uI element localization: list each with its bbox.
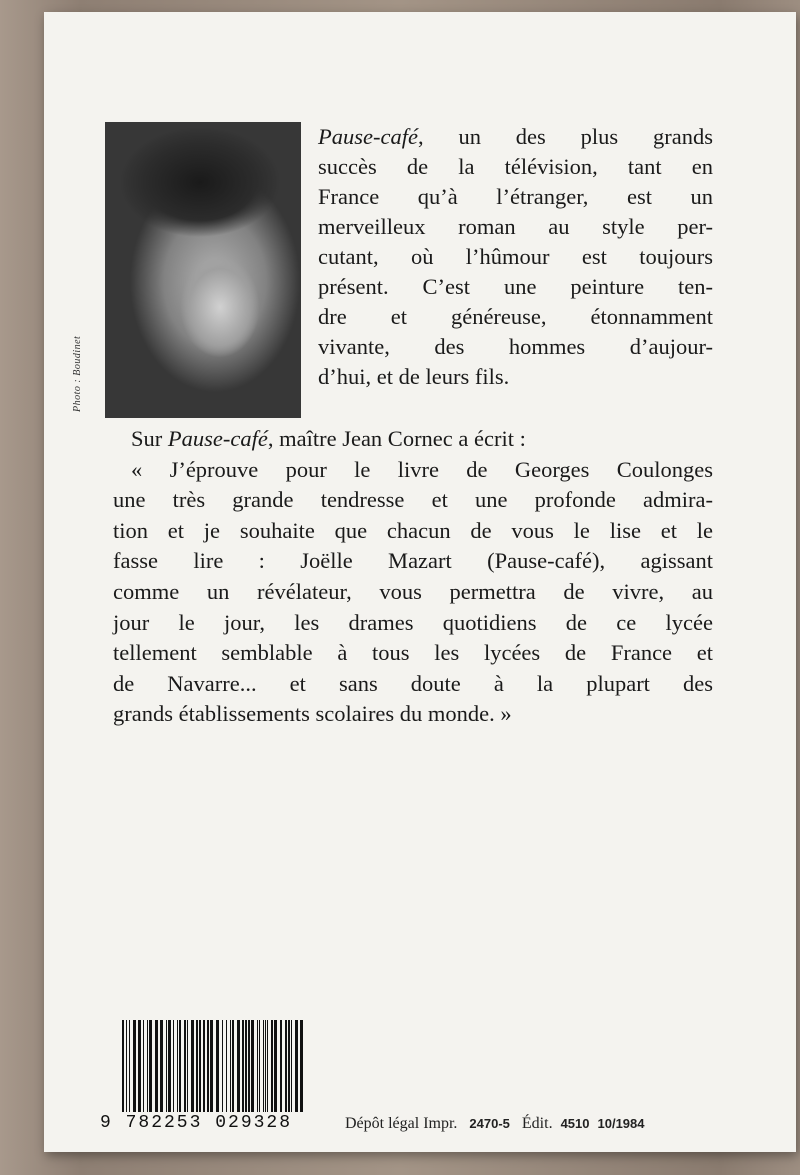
blurb-line: d’hui, et de leurs fils. — [318, 364, 510, 389]
quote-paragraph — [113, 424, 713, 730]
barcode-bar — [248, 1020, 250, 1112]
blurb-line: présent. C’est une peinture ten- — [318, 274, 713, 299]
barcode-bar — [199, 1020, 201, 1112]
barcode-bar — [280, 1020, 282, 1112]
legal-edit-label: Édit. — [521, 1115, 553, 1132]
barcode-bar — [177, 1020, 178, 1112]
quote-line: fasse lire : Joëlle Mazart (Pause-café), agissant — [113, 548, 713, 574]
legal-edit-number: 4510 — [560, 1116, 590, 1131]
barcode-bar — [230, 1020, 231, 1112]
quote-intro-title: Pause-café — [167, 426, 268, 451]
quote-intro-prefix: Sur — [131, 426, 168, 451]
barcode-bar — [149, 1020, 152, 1112]
photo-credit: Photo : Boudinet — [72, 335, 83, 412]
barcode-bar — [191, 1020, 194, 1112]
barcode-bar — [147, 1020, 148, 1112]
isbn-digits: 9 782253 029328 — [100, 1113, 293, 1133]
barcode-bar — [160, 1020, 163, 1112]
barcode-bar — [184, 1020, 186, 1112]
blurb-title: Pause-café — [318, 124, 418, 149]
barcode-bars — [116, 1020, 308, 1112]
barcode-bar — [237, 1020, 240, 1112]
quote-line: « J’éprouve pour le livre de Georges Coulonges — [131, 456, 713, 482]
blurb-line: cutant, où l’hûmour est toujours — [318, 244, 713, 269]
barcode-bar — [222, 1020, 223, 1112]
barcode-bar — [133, 1020, 136, 1112]
barcode-bar — [232, 1020, 234, 1112]
barcode-bar — [143, 1020, 144, 1112]
blurb-line: dre et généreuse, étonnamment — [318, 304, 713, 329]
barcode-bar — [251, 1020, 254, 1112]
barcode-bar — [126, 1020, 127, 1112]
barcode-bar — [288, 1020, 290, 1112]
barcode-bar — [263, 1020, 264, 1112]
barcode-bar — [168, 1020, 171, 1112]
quote-intro-suffix: , maître Jean Cornec a écrit : — [267, 426, 526, 451]
barcode-bar — [173, 1020, 174, 1112]
quote-line: grands établissements scolaires du monde. » — [113, 701, 512, 727]
legal-date: 10/1984 — [597, 1116, 645, 1131]
blurb-first-rest: , un des plus grands — [417, 124, 713, 149]
barcode-bar — [203, 1020, 205, 1112]
barcode-bar — [257, 1020, 258, 1112]
barcode-bar — [271, 1020, 273, 1112]
barcode-bar — [226, 1020, 227, 1112]
author-photo — [105, 122, 301, 418]
barcode-bar — [291, 1020, 292, 1112]
barcode-bar — [300, 1020, 303, 1112]
blurb-line: France qu’à l’étranger, est un — [318, 184, 713, 209]
blurb-line: merveilleux roman au style per- — [318, 214, 713, 239]
barcode-bar — [207, 1020, 209, 1112]
blurb-line — [318, 122, 713, 152]
barcode-bar — [265, 1020, 266, 1112]
legal-deposit — [345, 1115, 645, 1133]
barcode-bar — [210, 1020, 213, 1112]
blurb-paragraph — [318, 122, 713, 392]
barcode-bar — [295, 1020, 298, 1112]
quote-line: tellement semblable à tous les lycées de France et — [113, 640, 713, 666]
barcode-bar — [129, 1020, 130, 1112]
quote-line: de Navarre... et sans doute à la plupart des — [113, 670, 713, 696]
quote-line: une très grande tendresse et une profonde admira- — [113, 487, 713, 513]
legal-label: Dépôt légal Impr. — [345, 1115, 458, 1132]
barcode-bar — [155, 1020, 158, 1112]
barcode-bar — [122, 1020, 124, 1112]
barcode-bar — [196, 1020, 198, 1112]
quote-line: jour le jour, les drames quotidiens de ce lycée — [113, 609, 713, 635]
barcode-bar — [216, 1020, 219, 1112]
barcode-bar — [245, 1020, 247, 1112]
barcode-bar — [259, 1020, 260, 1112]
barcode-bar — [242, 1020, 244, 1112]
quote-line: comme un révélateur, vous permettra de vivre, au — [113, 578, 713, 604]
barcode-bar — [166, 1020, 167, 1112]
barcode-bar — [187, 1020, 188, 1112]
quote-line: tion et je souhaite que chacun de vous le lise et le — [113, 517, 713, 543]
legal-impr-number: 2470-5 — [469, 1116, 510, 1131]
barcode-bar — [274, 1020, 277, 1112]
barcode-bar — [285, 1020, 287, 1112]
blurb-line: succès de la télévision, tant en — [318, 154, 713, 179]
barcode-bar — [267, 1020, 268, 1112]
barcode-bar — [138, 1020, 141, 1112]
quote-intro — [113, 424, 713, 455]
barcode-bar — [179, 1020, 181, 1112]
blurb-line: vivante, des hommes d’aujour- — [318, 334, 713, 359]
